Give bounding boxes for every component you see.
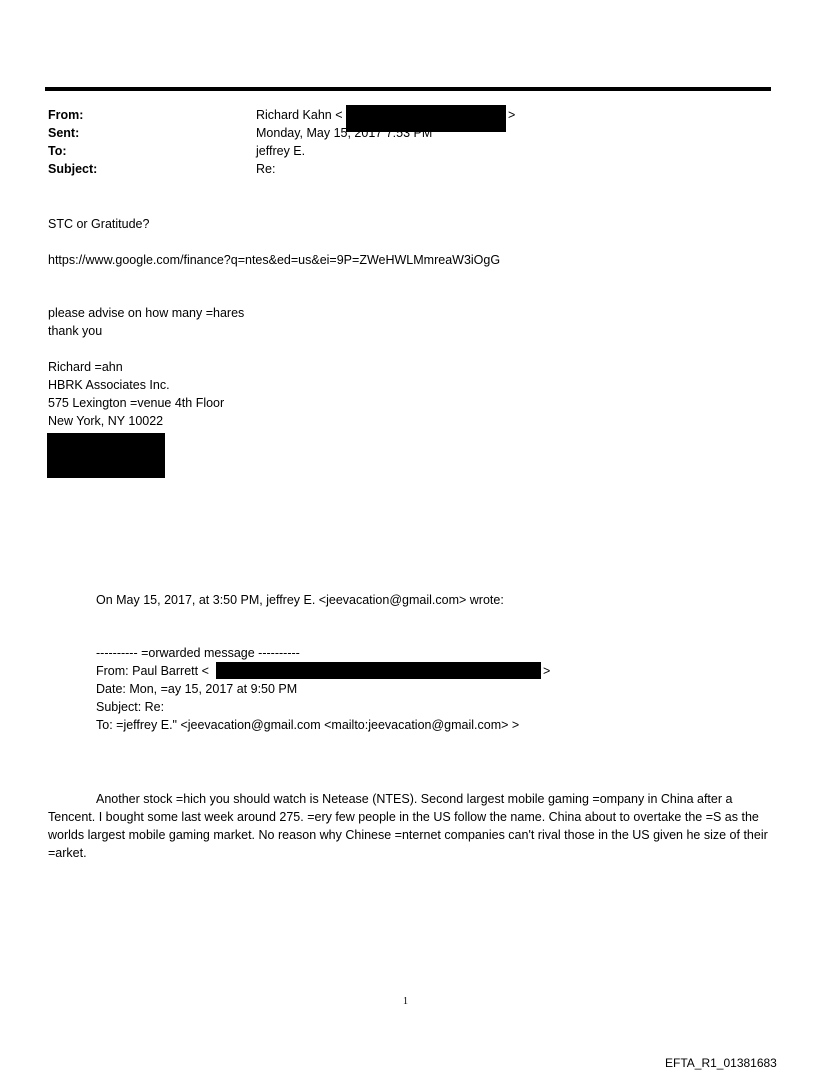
- page-number: 1: [403, 996, 408, 1007]
- signature-city: New York, NY 10022: [48, 414, 164, 428]
- from-value: Richard Kahn <: [256, 108, 343, 122]
- quoted-forward-line: ---------- =orwarded message ----------: [96, 646, 300, 660]
- redaction-quoted-email: [216, 662, 541, 679]
- body-line1: STC or Gratitude?: [48, 217, 150, 231]
- from-label: From:: [48, 108, 84, 122]
- quoted-date-line: Date: Mon, =ay 15, 2017 at 9:50 PM: [96, 682, 298, 696]
- quoted-to-line: To: =jeffrey E." <jeevacation@gmail.com <mailto:jeevacation@gmail.com> >: [96, 718, 520, 732]
- body-advise: please advise on how many =hares: [48, 306, 245, 320]
- from-close: >: [508, 108, 516, 122]
- quoted-subject-line: Subject: Re:: [96, 700, 165, 714]
- quoted-on-line: On May 15, 2017, at 3:50 PM, jeffrey E. <jeevacation@gmail.com> wrote:: [96, 593, 504, 607]
- body-thanks: thank you: [48, 324, 103, 338]
- subject-value: Re:: [256, 162, 276, 176]
- quoted-paragraph: Another stock =hich you should watch is Netease (NTES). Second largest mobile gaming =ompany in China after a Tencent. I bought some last week around 275. =ery few people in the US follow the name. China about to overtake the =S as the worlds largest mobile gaming market. No reason why Chinese =nternet companies can't rival those in the US given he size of their =arket.: [48, 792, 768, 860]
- quoted-from-close: >: [543, 664, 551, 678]
- signature-name: Richard =ahn: [48, 360, 123, 374]
- redaction-signature-phone: [47, 433, 165, 478]
- quoted-from-line: From: Paul Barrett <: [96, 664, 209, 678]
- to-value: jeffrey E.: [256, 144, 306, 158]
- subject-label: Subject:: [48, 162, 98, 176]
- header-rule: [45, 87, 771, 91]
- body-url: https://www.google.com/finance?q=ntes&ed=us&ei=9P=ZWeHWLMmreaW3iOgG: [48, 253, 501, 267]
- signature-address: 575 Lexington =venue 4th Floor: [48, 396, 225, 410]
- sent-value: Monday, May 15, 2017 7:53 PM: [256, 126, 433, 140]
- to-label: To:: [48, 144, 67, 158]
- signature-company: HBRK Associates Inc.: [48, 378, 170, 392]
- sent-label: Sent:: [48, 126, 80, 140]
- document-id: EFTA_R1_01381683: [665, 1056, 777, 1070]
